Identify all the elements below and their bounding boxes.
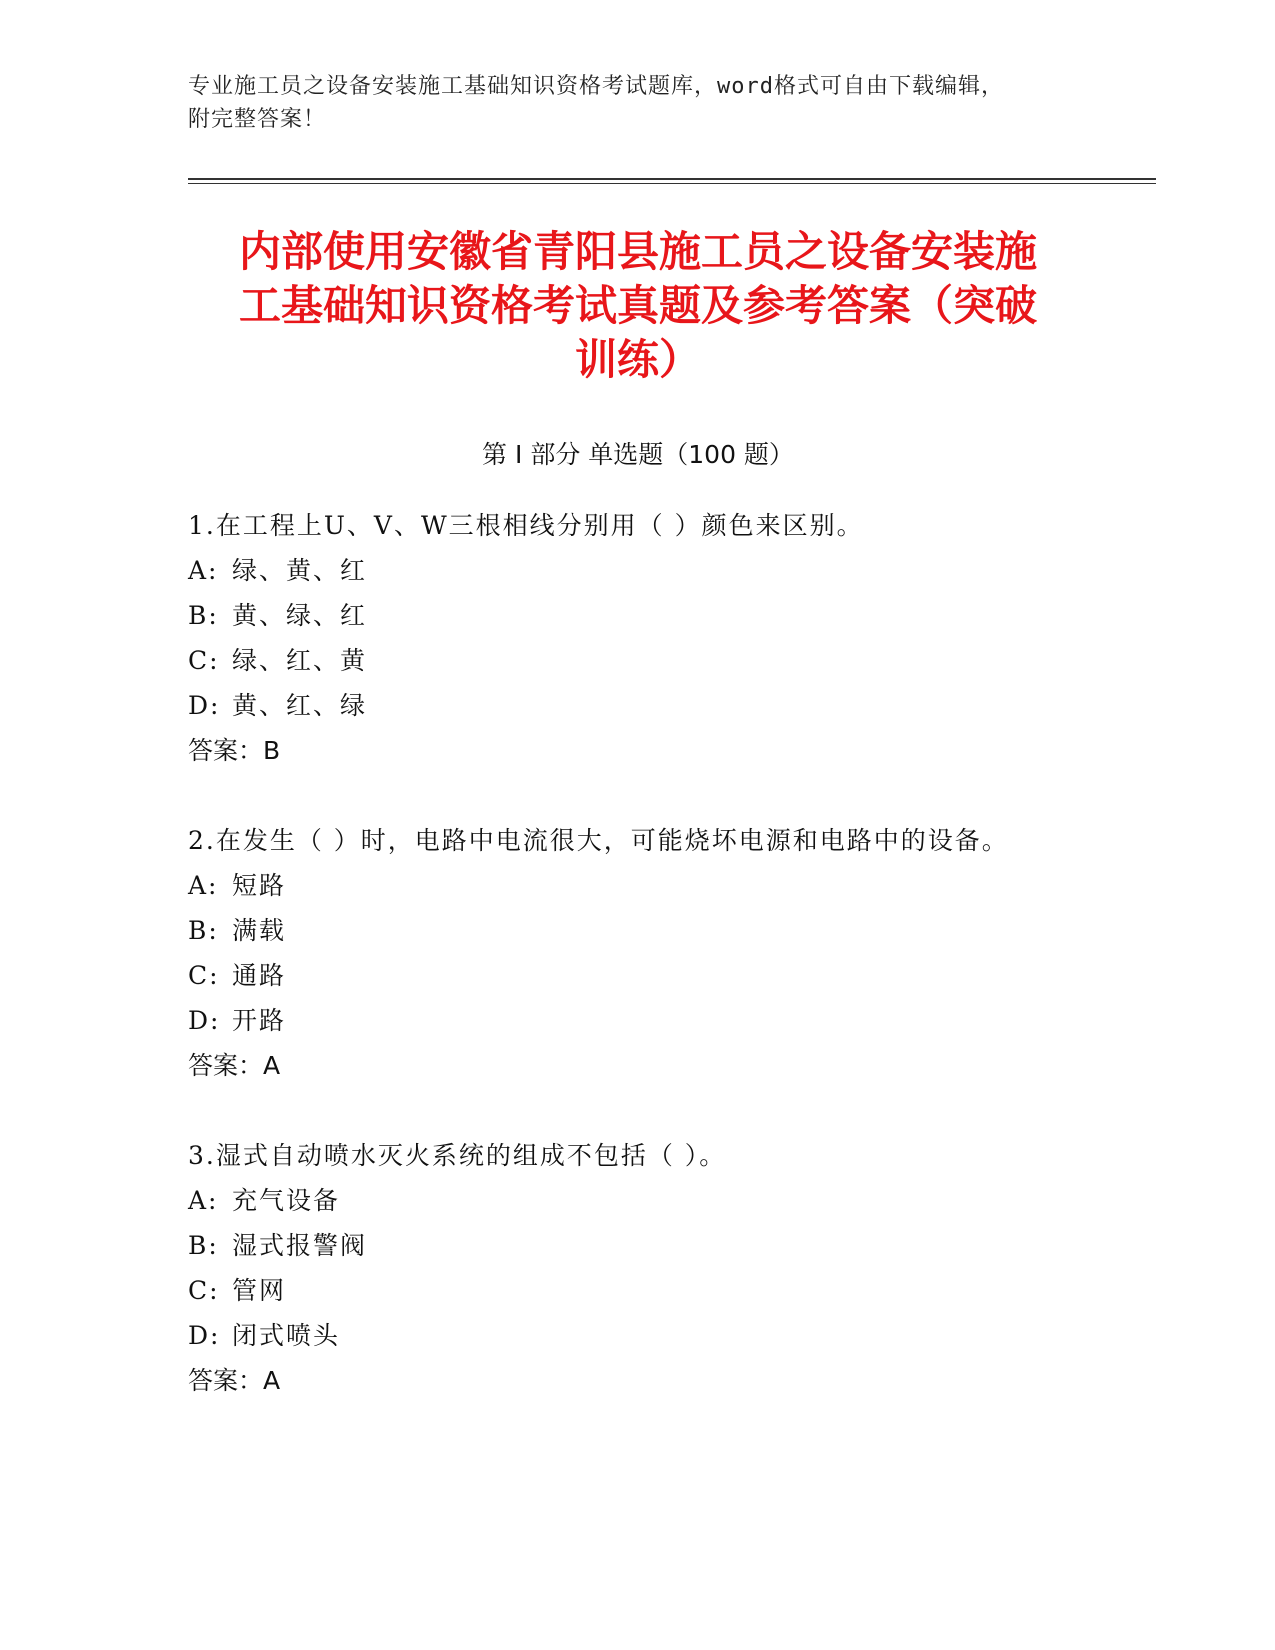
option-c xyxy=(188,953,1156,998)
option-c xyxy=(188,638,1156,683)
document-title-line-3: 训练） xyxy=(574,335,701,384)
section-title: 第 I 部分 单选题（100 题） xyxy=(482,440,794,469)
option-a xyxy=(188,548,1156,593)
option-text: 湿式报警阀 xyxy=(232,1231,368,1260)
header-note-line-1: 专业施工员之设备安装施工基础知识资格考试题库，word格式可自由下载编辑， xyxy=(188,74,1004,99)
question-stem: 3.湿式自动喷水灭火系统的组成不包括（ ）。 xyxy=(188,1141,727,1170)
option-letter: A: xyxy=(188,1186,219,1215)
option-c xyxy=(188,1268,1156,1313)
option-d xyxy=(188,683,1156,728)
question-2 xyxy=(188,818,1156,1088)
option-letter: A: xyxy=(188,871,219,900)
question-3 xyxy=(188,1133,1156,1403)
option-letter: C: xyxy=(188,1276,220,1305)
header-divider-thin xyxy=(188,183,1156,184)
option-text: 满载 xyxy=(232,916,287,945)
header-divider-thick xyxy=(188,178,1156,180)
option-letter: B: xyxy=(188,601,219,630)
header-note xyxy=(188,70,1088,136)
document-title xyxy=(188,225,1088,387)
option-a xyxy=(188,863,1156,908)
option-b xyxy=(188,593,1156,638)
option-b xyxy=(188,1223,1156,1268)
option-text: 通路 xyxy=(232,961,287,990)
option-letter: D: xyxy=(188,691,221,720)
option-a xyxy=(188,1178,1156,1223)
option-letter: B: xyxy=(188,916,219,945)
question-1 xyxy=(188,503,1156,773)
option-b xyxy=(188,908,1156,953)
option-text: 黄、绿、红 xyxy=(232,601,368,630)
answer: 答案：B xyxy=(188,736,281,765)
option-letter: B: xyxy=(188,1231,219,1260)
option-text: 绿、黄、红 xyxy=(232,556,368,585)
answer: 答案：A xyxy=(188,1366,281,1395)
option-letter: C: xyxy=(188,961,220,990)
answer: 答案：A xyxy=(188,1051,281,1080)
option-text: 开路 xyxy=(232,1006,287,1035)
question-stem: 1.在工程上U、V、W三根相线分别用（ ）颜色来区别。 xyxy=(188,511,864,540)
option-text: 黄、红、绿 xyxy=(232,691,368,720)
question-stem: 2.在发生（ ）时，电路中电流很大，可能烧坏电源和电路中的设备。 xyxy=(188,826,1009,855)
option-d xyxy=(188,1313,1156,1358)
option-letter: C: xyxy=(188,646,220,675)
option-d xyxy=(188,998,1156,1043)
option-letter: D: xyxy=(188,1321,221,1350)
option-text: 充气设备 xyxy=(232,1186,341,1215)
header-note-line-2: 附完整答案！ xyxy=(188,107,327,132)
option-text: 管网 xyxy=(232,1276,287,1305)
option-letter: A: xyxy=(188,556,219,585)
document-title-line-2: 工基础知识资格考试真题及参考答案（突破 xyxy=(238,281,1037,330)
option-text: 闭式喷头 xyxy=(232,1321,341,1350)
option-letter: D: xyxy=(188,1006,221,1035)
document-title-line-1: 内部使用安徽省青阳县施工员之设备安装施 xyxy=(238,227,1037,276)
option-text: 短路 xyxy=(232,871,287,900)
option-text: 绿、红、黄 xyxy=(232,646,368,675)
